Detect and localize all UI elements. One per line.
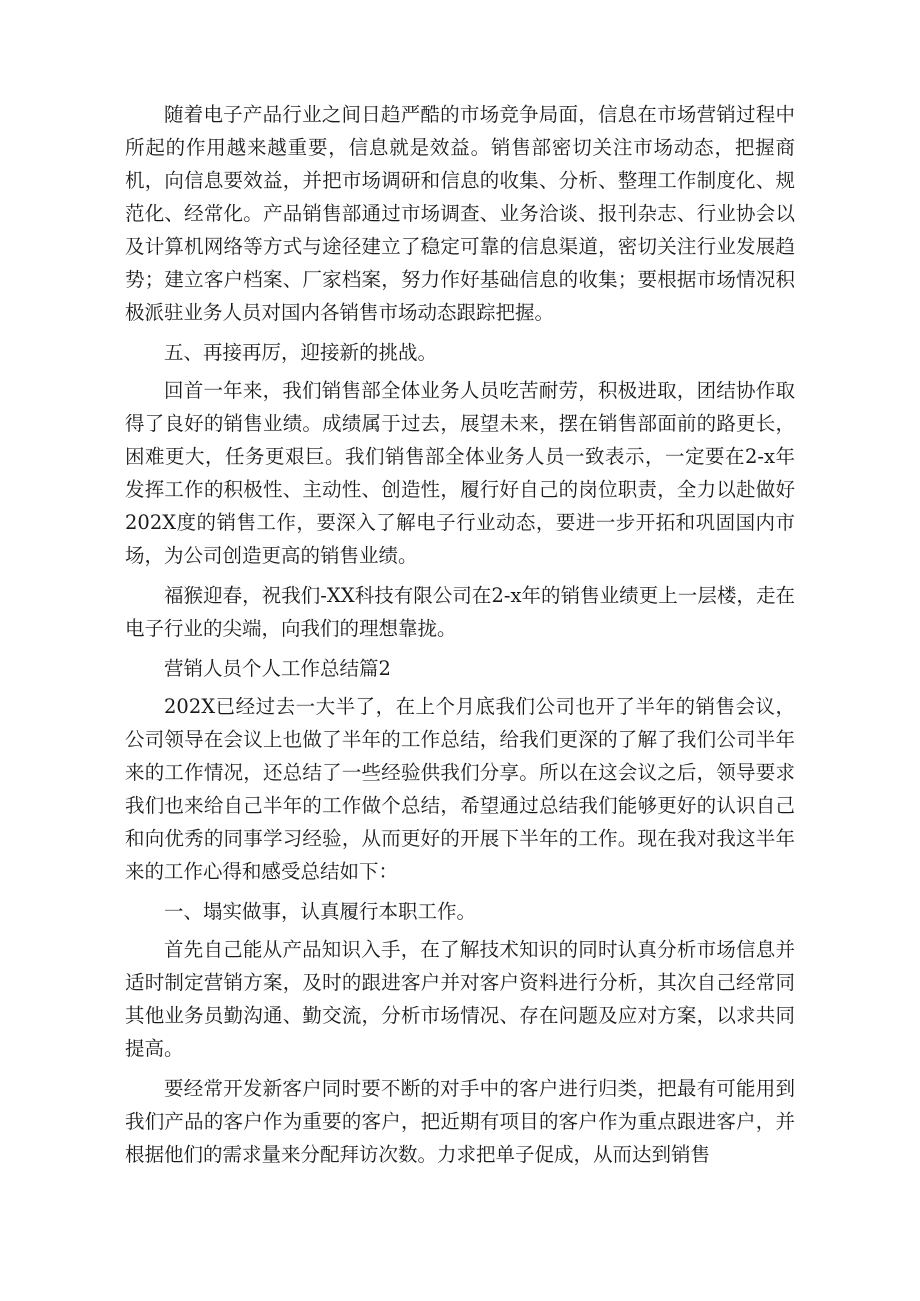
paragraph-market-info: 随着电子产品行业之间日趋严酷的市场竞争局面，信息在市场营销过程中所起的作用越来越重要，信息就是效益。销售部密切关注市场动态，把握商机，向信息要效益，并把市场调研和信息的收集、分析、整理工作制度化、规范化、经常化。产品销售部通过市场调查、业务洽谈、报刊杂志、行业协会以及计算机网络等方式与途径建立了稳定可靠的信息渠道，密切关注行业发展趋势；建立客户档案、厂家档案，努力作好基础信息的收集；要根据市场情况积极派驻业务人员对国内各销售市场动态跟踪把握。: [125, 103, 795, 324]
section-heading-one: 一、塌实做事，认真履行本职工作。: [164, 900, 477, 923]
article-title-part2: 营销人员个人工作总结篇2: [164, 657, 391, 680]
paragraph-new-customers: 要经常开发新客户同时要不断的对手中的客户进行归类，把最有可能用到我们产品的客户作为重要的客户，把近期有项目的客户作为重点跟进客户，并根据他们的需求量来分配拜访次数。力求把单子促成，从而达到销售: [125, 1077, 795, 1166]
paragraph-review-year: 回首一年来，我们销售部全体业务人员吃苦耐劳，积极进取，团结协作取得了良好的销售业绩。成绩属于过去，展望未来，摆在销售部面前的路更长，困难更大，任务更艰巨。我们销售部全体业务人员一致表示，一定要在2-x年发挥工作的积极性、主动性、创造性，履行好自己的岗位职责，全力以赴做好202X度的销售工作，要深入了解电子行业动态，要进一步开拓和巩固国内市场，为公司创造更高的销售业绩。: [125, 379, 795, 567]
document-page: [125, 98, 795, 1178]
paragraph-product-knowledge: 首先自己能从产品知识入手，在了解技术知识的同时认真分析市场信息并适时制定营销方案，及时的跟进客户并对客户资料进行分析，其次自己经常同其他业务员勤沟通、勤交流，分析市场情况、存在问题及应对方案，以求共同提高。: [125, 938, 795, 1060]
paragraph-half-year-intro: 202X已经过去一大半了，在上个月底我们公司也开了半年的销售会议，公司领导在会议上也做了半年的工作总结，给我们更深的了解了我们公司半年来的工作情况，还总结了一些经验供我们分享。所以在这会议之后，领导要求我们也来给自己半年的工作做个总结，希望通过总结我们能够更好的认识自己和向优秀的同事学习经验，从而更好的开展下半年的工作。现在我对我这半年来的工作心得和感受总结如下：: [125, 695, 795, 883]
paragraph-new-year-wish: 福猴迎春，祝我们-XX科技有限公司在2-x年的销售业绩更上一层楼，走在电子行业的尖端，向我们的理想靠拢。: [125, 584, 795, 640]
section-heading-five: 五、再接再厉，迎接新的挑战。: [164, 341, 438, 364]
